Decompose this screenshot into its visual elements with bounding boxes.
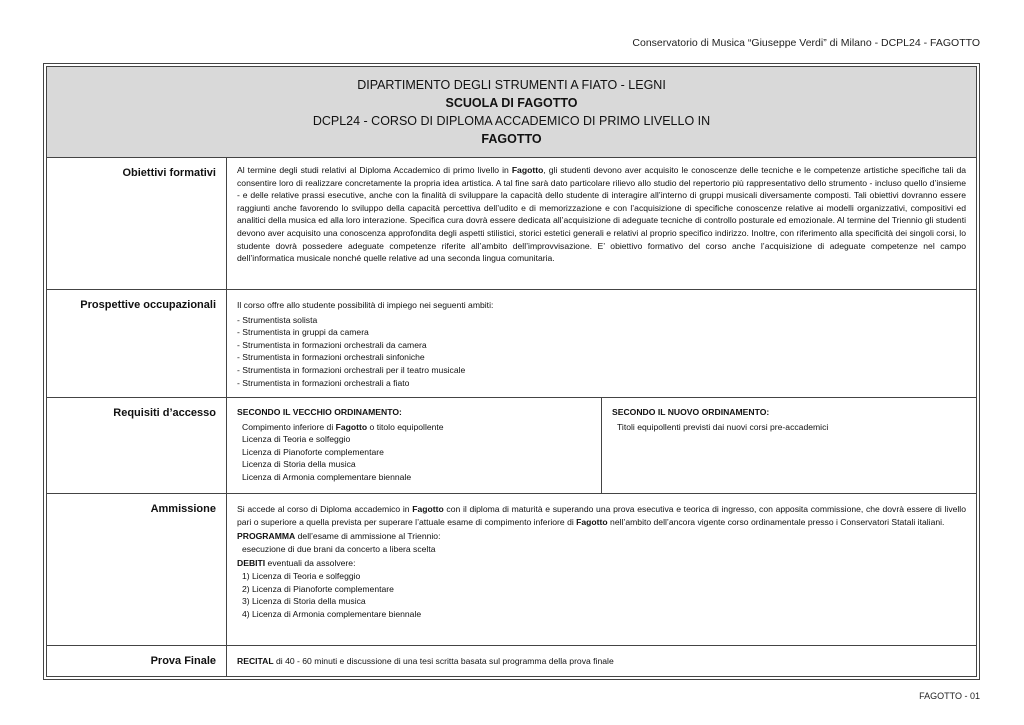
label-requisiti: Requisiti d’accesso (47, 398, 227, 493)
list-item: esecuzione di due brani da concerto a libera scelta (242, 543, 436, 554)
document-frame (43, 63, 980, 680)
list-item: Licenza di Storia della musica (242, 459, 356, 470)
label-prova-finale: Prova Finale (47, 646, 227, 676)
list-item: Licenza di Armonia complementare biennale (242, 471, 412, 482)
obiettivi-instrument: Fagotto (511, 165, 544, 175)
page-header: Conservatorio di Musica “Giuseppe Verdi” di Milano - DCPL24 - FAGOTTO (632, 37, 980, 49)
requisiti-old (227, 398, 602, 493)
ammissione-content (227, 494, 976, 645)
ammissione-instrument-1: Fagotto (412, 504, 444, 514)
row-requisiti (47, 398, 976, 494)
list-item: 4) Licenza di Armonia complementare biennale (242, 608, 422, 619)
debiti-heading (237, 557, 966, 570)
label-prospettive: Prospettive occupazionali (47, 290, 227, 397)
ammissione-text-part2: con il diploma di maturità e superando una prova esecutiva e teorica di ingresso, con apposita commissione, che dovrà essere di livello pari o superiore a quella prevista per superare l’attuale esame di compimento inferiore di (237, 504, 966, 527)
prova-finale-text (227, 646, 976, 676)
school-title: SCUOLA DI FAGOTTO (445, 96, 578, 110)
list-item: 1) Licenza di Teoria e solfeggio (242, 570, 361, 581)
list-item: - Strumentista solista (237, 314, 318, 325)
row-obiettivi (47, 158, 976, 290)
requisiti-new-title: SECONDO IL NUOVO ORDINAMENTO: (612, 407, 770, 417)
programma-text: dell’esame di ammissione al Triennio: (295, 531, 441, 542)
requisiti-new-text: Titoli equipollenti previsti dai nuovi corsi pre-accademici (617, 421, 829, 432)
title-box (47, 67, 976, 158)
ammissione-text (237, 503, 966, 528)
list-item: - Strumentista in gruppi da camera (237, 327, 369, 338)
document-table (46, 66, 977, 677)
course-title: DCPL24 - CORSO DI DIPLOMA ACCADEMICO DI PRIMO LIVELLO IN (312, 114, 711, 128)
requisiti-old-first-a: Compimento inferiore di (242, 421, 336, 432)
programma-heading (237, 530, 966, 543)
list-item: 3) Licenza di Storia della musica (242, 596, 366, 607)
obiettivi-text (227, 158, 976, 289)
department-title: DIPARTIMENTO DEGLI STRUMENTI A FIATO - LEGNI (357, 78, 666, 92)
requisiti-content (227, 398, 976, 493)
row-prospettive (47, 290, 976, 398)
ammissione-text-part1: Si accede al corso di Diploma accademico in (237, 504, 413, 514)
list-item: 2) Licenza di Pianoforte complementare (242, 583, 394, 594)
row-ammissione (47, 494, 976, 646)
page-footer: FAGOTTO - 01 (919, 691, 980, 701)
debiti-text: eventuali da assolvere: (265, 558, 356, 569)
requisiti-new (602, 398, 976, 493)
prospettive-content (227, 290, 976, 397)
ammissione-instrument-2: Fagotto (576, 516, 608, 527)
list-item: - Strumentista in formazioni orchestrali per il teatro musicale (237, 364, 466, 375)
requisiti-old-first-b: Fagotto (335, 421, 368, 432)
prospettive-intro: Il corso offre allo studente possibilità di impiego nei seguenti ambiti: (237, 300, 494, 310)
list-item: - Strumentista in formazioni orchestrali sinfoniche (237, 352, 425, 363)
debiti-label: DEBITI (237, 558, 266, 569)
list-item: - Strumentista in formazioni orchestrali da camera (237, 339, 427, 350)
requisiti-old-title: SECONDO IL VECCHIO ORDINAMENTO: (237, 407, 402, 417)
obiettivi-text-part2: , gli studenti devono aver acquisito le conoscenze delle tecniche e le competenze artistiche specifiche tali da consentire loro di realizzare concretamente la propria idea artistica. A tal fine sarà dato particolare rilievo allo studio del repertorio più rappresentativo dello strumento - incluso quello d’insieme - e delle relative prassi esecutive, anche con la finalità di sviluppare la capacità dello studente di interagire all’interno di gruppi musicali diversamente composti. Tali obiettivi dovranno essere raggiunti anche favorendo lo sviluppo della capacità percettiva dell’udito e di memorizzazione e con l’acquisizione di specifiche conoscenze relative ai modelli organizzativi, compositivi ed analitici della musica ed alla loro interazione. Specifica cura dovrà essere dedicata all’acquisizione di adeguate tecniche di controllo posturale ed emozionale. Al termine del Triennio gli studenti devono aver acquisito una conoscenza approfondita degli aspetti stilistici, storici estetici generali e relativi al proprio specifico indirizzo. Inoltre, con riferimento alla specificità dei singoli corsi, lo studente dovrà possedere adeguate competenze riferite all’ambito dell’improvvisazione. E’ obiettivo formativo del corso anche l’acquisizione di adeguate competenze nel campo dell’informatica musicale nonché quelle relative ad una seconda lingua comunitaria. (237, 165, 967, 264)
list-item: - Strumentista in formazioni orchestrali a fiato (237, 377, 410, 388)
programma-label: PROGRAMMA (237, 531, 296, 542)
row-prova-finale (47, 646, 976, 676)
prova-finale-recital: RECITAL (237, 656, 274, 666)
requisiti-old-first-c: o titolo equipollente (367, 421, 444, 432)
list-item: Licenza di Teoria e solfeggio (242, 434, 351, 445)
label-obiettivi: Obiettivi formativi (47, 158, 227, 289)
label-ammissione: Ammissione (47, 494, 227, 645)
list-item: Licenza di Pianoforte complementare (242, 446, 384, 457)
prova-finale-description: di 40 - 60 minuti e discussione di una tesi scritta basata sul programma della prova finale (273, 656, 614, 666)
ammissione-text-part3: nell’ambito dell’ancora vigente corso ordinamentale presso i Conservatori Statali italiani. (607, 516, 945, 527)
obiettivi-text-part1: Al termine degli studi relativi al Diploma Accademico di primo livello in (237, 165, 512, 175)
list-item (237, 421, 591, 434)
course-instrument: FAGOTTO (481, 132, 542, 146)
